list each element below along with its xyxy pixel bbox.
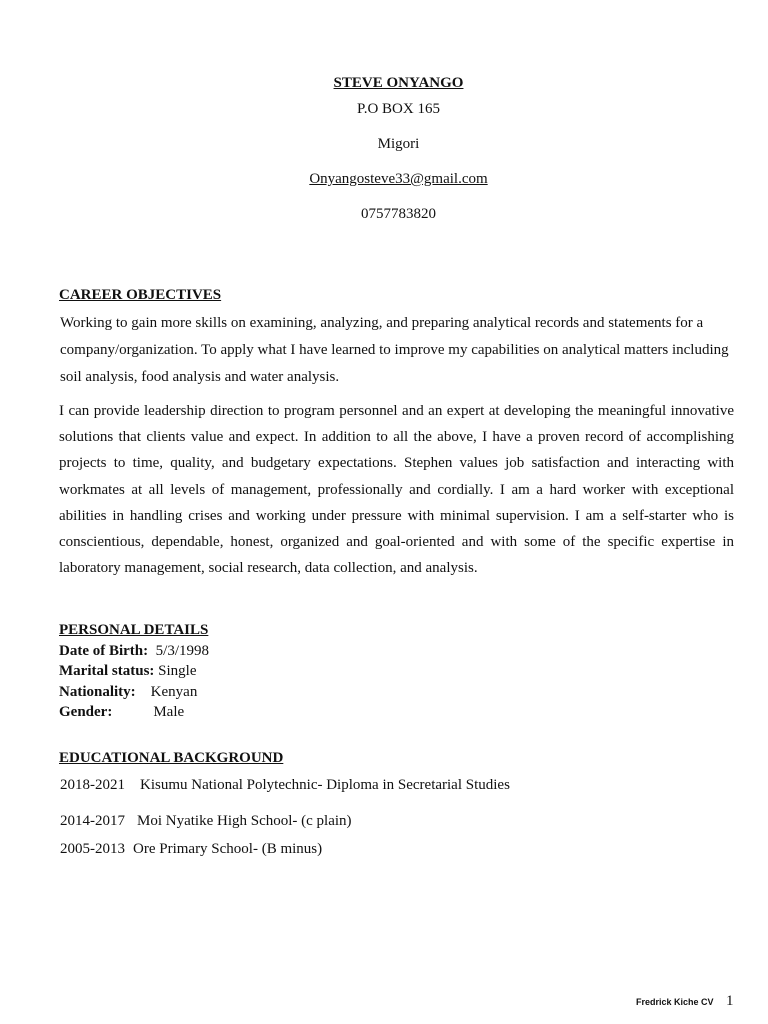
marital-label: Marital status: [59,663,155,679]
nationality-label: Nationality: [59,684,136,700]
postal-address: P.O BOX 165 [357,101,440,117]
marital-row [59,661,197,681]
email-link[interactable]: Onyangosteve33@gmail.com [309,171,488,187]
education-years: 2005-2013 [60,841,125,857]
page-number: 1 [726,993,734,1009]
education-detail: Kisumu National Polytechnic- Diploma in Secretarial Studies [140,777,510,793]
nationality-value: Kenyan [150,684,198,700]
education-heading: EDUCATIONAL BACKGROUND [59,750,284,766]
marital-value: Single [158,663,197,679]
education-detail: Ore Primary School- (B minus) [133,841,323,857]
email-container [0,170,768,188]
education-years: 2014-2017 [60,813,125,829]
dob-value: 5/3/1998 [155,643,209,659]
career-paragraph-2: I can provide leadership direction to program personnel and an expert at developing the meaningful innovative solutions that clients value and expect. In addition to all the above, I have a proven record of accomplishing projects to time, quality, and budgetary expectations. Stephen values job satisfaction and interacting with workmates at all levels of management, professionally and cordially. I am a hard worker with exceptional abilities in handling crises and working under pressure with minimal supervision. I am a self-starter who is conscientious, dependable, honest, organized and goal-oriented and with some of the specific expertise in laboratory management, social research, data collection, and analysis. [59,403,734,577]
career-paragraph-1: Working to gain more skills on examining, analyzing, and preparing analytical records and statements for a company/organization. To apply what I have learned to improve my capabilities on analytical matters including soil analysis, food analysis and water analysis. [60,315,729,385]
dob-label: Date of Birth: [59,643,149,659]
town: Migori [377,136,420,152]
dob-row [59,641,209,661]
nationality-row [59,682,197,702]
candidate-name: STEVE ONYANGO [333,75,464,91]
education-entry [60,812,352,830]
phone-number: 0757783820 [361,206,436,222]
footer-label: Fredrick Kiche CV [636,997,714,1007]
gender-label: Gender: [59,704,113,720]
education-entry [60,840,322,858]
education-entry [60,776,510,794]
gender-row [59,702,184,722]
education-detail: Moi Nyatike High School- (c plain) [137,813,352,829]
education-years: 2018-2021 [60,777,125,793]
personal-details-heading: PERSONAL DETAILS [59,622,209,638]
gender-value: Male [153,704,185,720]
career-objectives-heading: CAREER OBJECTIVES [59,287,222,303]
